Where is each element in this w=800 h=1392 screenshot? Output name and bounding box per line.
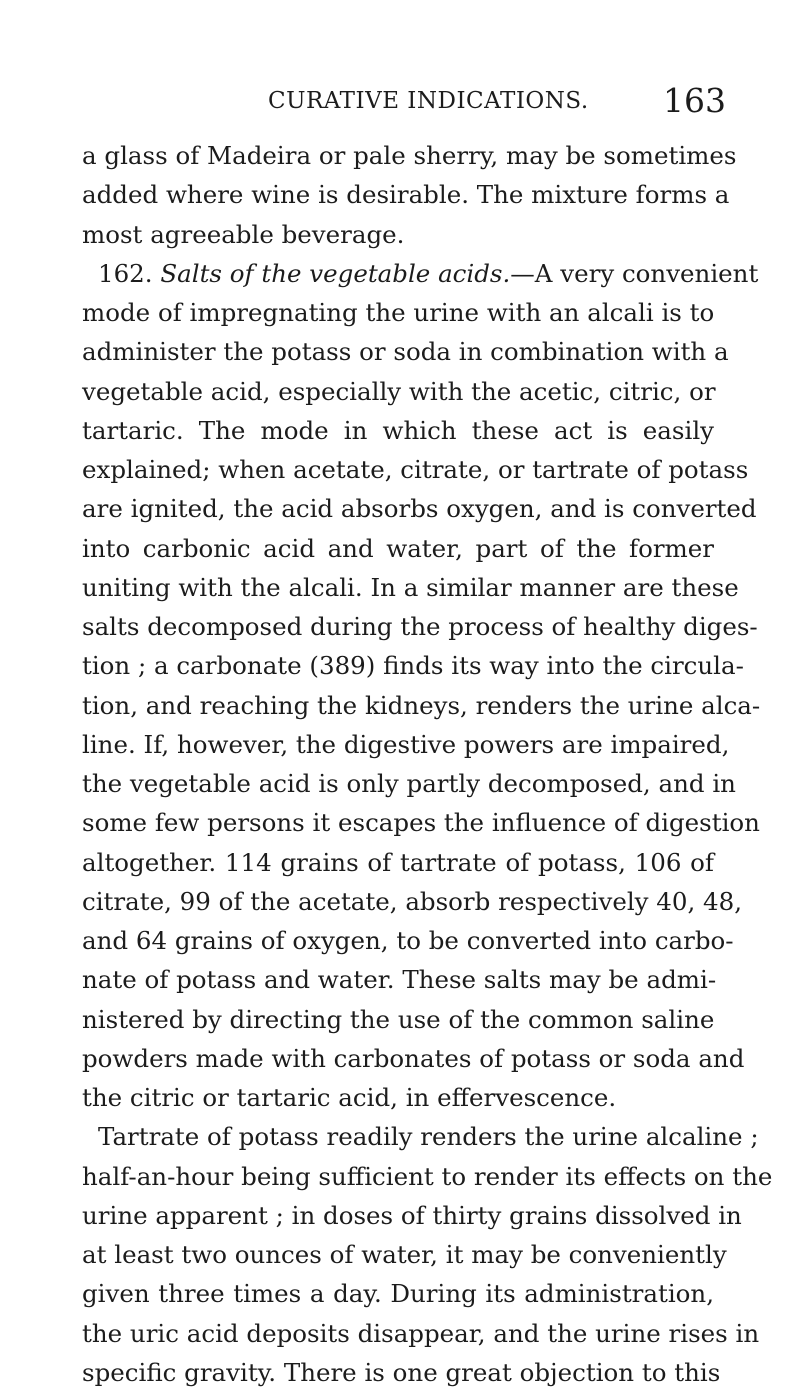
text-line: the uric acid deposits disappear, and the urine rises in [82, 1318, 760, 1348]
text-line: Tartrate of potass readily renders the urine alcaline ; [98, 1122, 759, 1152]
text-line: uniting with the alcali. In a similar manner are these [82, 572, 739, 602]
text-line: added where wine is desirable. The mixture forms a [82, 180, 730, 210]
text-line: citrate, 99 of the acetate, absorb respectively 40, 48, [82, 886, 743, 916]
text-line: tion, and reaching the kidneys, renders the urine alca- [82, 690, 761, 720]
text-line: line. If, however, the digestive powers are impaired, [82, 729, 730, 759]
section-lead-text: —A very convenient [510, 258, 759, 288]
text-line: given three times a day. During its administration, [82, 1279, 714, 1309]
section-number: 162. [98, 258, 161, 288]
text-line: administer the potass or soda in combination with a [82, 337, 729, 367]
text-line: some few persons it escapes the influence of digestion [82, 808, 760, 838]
text-line: the citric or tartaric acid, in effervescence. [82, 1083, 617, 1112]
text-line: half-an-hour being sufficient to render its effects on the [82, 1161, 773, 1191]
text-line: most agreeable beverage. [82, 219, 405, 249]
text-line: and 64 grains of oxygen, to be converted into carbo- [82, 926, 734, 955]
text-line: nistered by directing the use of the common saline [82, 1004, 715, 1034]
section-heading-line [82, 254, 759, 293]
text-line: specific gravity. There is one great objection to this [82, 1357, 721, 1387]
text-line: tartaric. The mode in which these act is easily [82, 415, 714, 445]
page-number: 163 [663, 81, 726, 120]
text-line: tion ; a carbonate (389) finds its way into the circula- [82, 651, 744, 681]
text-line: mode of impregnating the urine with an alcali is to [82, 298, 715, 327]
text-line: are ignited, the acid absorbs oxygen, and is converted [82, 494, 757, 524]
page-header [0, 81, 800, 128]
text-line: powders made with carbonates of potass or soda and [82, 1043, 745, 1073]
text-line: a glass of Madeira or pale sherry, may be sometimes [82, 141, 737, 170]
section-title: Salts of the vegetable acids. [160, 258, 511, 288]
text-line: altogether. 114 grains of tartrate of potass, 106 of [82, 847, 714, 877]
text-line: into carbonic acid and water, part of the former [82, 533, 714, 563]
running-head: CURATIVE INDICATIONS. [268, 88, 589, 114]
text-line: vegetable acid, especially with the acetic, citric, or [82, 376, 716, 406]
body-text [82, 136, 773, 1392]
text-line: at least two ounces of water, it may be conveniently [82, 1240, 727, 1269]
text-line: explained; when acetate, citrate, or tartrate of potass [82, 455, 749, 484]
text-line: urine apparent ; in doses of thirty grains dissolved in [82, 1200, 742, 1230]
text-line: the vegetable acid is only partly decomposed, and in [82, 769, 736, 798]
text-line: salts decomposed during the process of healthy diges- [82, 612, 758, 641]
text-line: nate of potass and water. These salts may be admi- [82, 965, 717, 995]
